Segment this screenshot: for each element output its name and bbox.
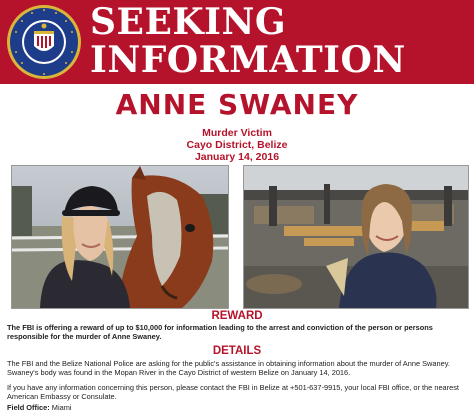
reward-heading: REWARD [211, 310, 263, 322]
field-office-value: Miami [51, 403, 72, 412]
field-office-label: Field Office: [7, 403, 50, 412]
header-banner [0, 0, 474, 84]
details-heading: DETAILS [212, 345, 262, 357]
banner-title-line2: INFORMATION [90, 39, 406, 81]
details-paragraph-2: If you have any information concerning this person, please contact the FBI in Belize at +501-637-9915, your local FBI office, or the nearest American Embassy or Consulate. [7, 383, 459, 401]
caption-line-2: Cayo District, Belize [186, 139, 288, 151]
banner-title [90, 3, 470, 79]
fbi-seal-icon [6, 4, 82, 80]
reward-text: The FBI is offering a reward of up to $10,000 for information leading to the arrest and conviction of the person or persons responsible for the murder of Anne Swaney. [7, 323, 433, 341]
photo-at-market [243, 165, 469, 309]
subject-name: ANNE SWANEY [115, 88, 359, 121]
caption-line-3: January 14, 2016 [194, 151, 280, 163]
details-paragraph-1: The FBI and the Belize National Police are asking for the public's assistance in obtaining information about the murder of Anne Swaney. Swaney's body was found in the Mopan River in the Cayo District of western Belize on January 14, 2016. [7, 359, 450, 377]
field-office [7, 403, 469, 412]
caption-line-1: Murder Victim [202, 127, 272, 139]
banner-title-line1: SEEKING [90, 1, 287, 43]
photo-with-horse [11, 165, 229, 309]
